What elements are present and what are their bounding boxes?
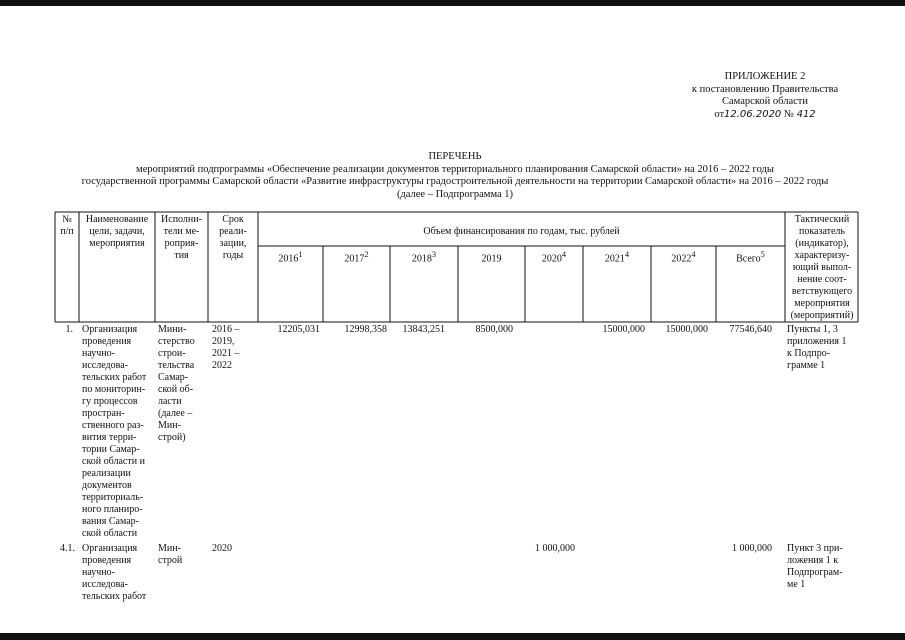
header-num: № п/п xyxy=(60,214,74,237)
value-2021: 15000,000 xyxy=(602,324,645,335)
year-header-total: Всего$^5$ xyxy=(736,250,765,265)
appendix-title: ПРИЛОЖЕНИЕ 2 xyxy=(724,71,806,82)
year-header-2022: 2022$^4$ xyxy=(671,250,696,265)
value-2020: 1 000,000 xyxy=(535,543,575,554)
value-2018: 13843,251 xyxy=(402,324,445,335)
appendix-decree: к постановлению Правительства xyxy=(691,83,839,95)
row-indicator: Пункт 3 при- ложения 1 к Подпрограм- ме 1 xyxy=(787,543,843,590)
row-name: Организация проведения научно- исследова- тельских работ xyxy=(82,543,147,602)
year-header-2020: 2020$^4$ xyxy=(541,250,567,265)
header-term: Срок реали- зации, годы xyxy=(219,214,247,261)
number-prefix: № xyxy=(783,108,794,120)
number-value: 412 xyxy=(796,108,816,120)
value-total: 1 000,000 xyxy=(732,543,772,554)
header-executor: Исполни- тели ме- роприя- тия xyxy=(161,214,202,261)
row-name: Организация проведения научно- исследова- тельских работ по мониторин- гу процессов простран- ственного раз- вития терри- тории Самар- ской области и реализации документов территориаль- ного планиро- вания Самар- ской области xyxy=(82,324,147,539)
header-funding: Объем финансирования по годам, тыс. рублей xyxy=(423,226,620,237)
row-num: 4.1. xyxy=(60,543,75,554)
date-value: 12.06.2020 xyxy=(724,108,782,120)
row-num: 1. xyxy=(65,324,73,335)
header-name: Наименование цели, задачи, мероприятия xyxy=(85,214,149,249)
year-header-2018: 2018$^3$ xyxy=(411,250,437,265)
value-2022: 15000,000 xyxy=(665,324,708,335)
row-term: 2016 – 2019, 2021 – 2022 xyxy=(212,324,240,371)
year-header-2021: 2021$^4$ xyxy=(604,250,630,265)
heading-main: ПЕРЕЧЕНЬ xyxy=(428,151,482,162)
row-indicator: Пункты 1, 3 приложения 1 к Подпро- грамме 1 xyxy=(787,324,847,371)
heading-line-3: (далее – Подпрограмма 1) xyxy=(396,188,514,200)
year-header-2019: 2019 xyxy=(481,253,502,265)
date-prefix: от xyxy=(714,108,725,120)
appendix-region: Самарской области xyxy=(722,96,808,107)
header-indicator: Тактический показатель (индикатор), характеризу- ющий выпол- нение соот- ветствующего мероприятия (мероприятий) xyxy=(790,214,854,321)
row-term: 2020 xyxy=(212,543,232,554)
year-header-2017: 2017$^2$ xyxy=(344,250,369,265)
value-2019: 8500,000 xyxy=(475,324,513,335)
year-header-2016: 2016$^1$ xyxy=(278,250,303,265)
heading-line-2: государственной программы Самарской области «Развитие инфраструктуры градостроительной деятельности на территории Самарской области» на 2016 – 2022 годы xyxy=(81,176,829,187)
value-2016: 12205,031 xyxy=(277,324,320,335)
value-2017: 12998,358 xyxy=(344,324,387,335)
row-executor: Мин- строй xyxy=(158,543,183,566)
value-total: 77546,640 xyxy=(729,324,772,335)
row-executor: Мини- стерство строи- тельства Самар- ской об- ласти (далее – Мин- строй) xyxy=(158,324,195,443)
heading-line-1: мероприятий подпрограммы «Обеспечение реализации документов территориального планирования Самарской области» на 2016 – 2022 годы xyxy=(136,163,774,175)
